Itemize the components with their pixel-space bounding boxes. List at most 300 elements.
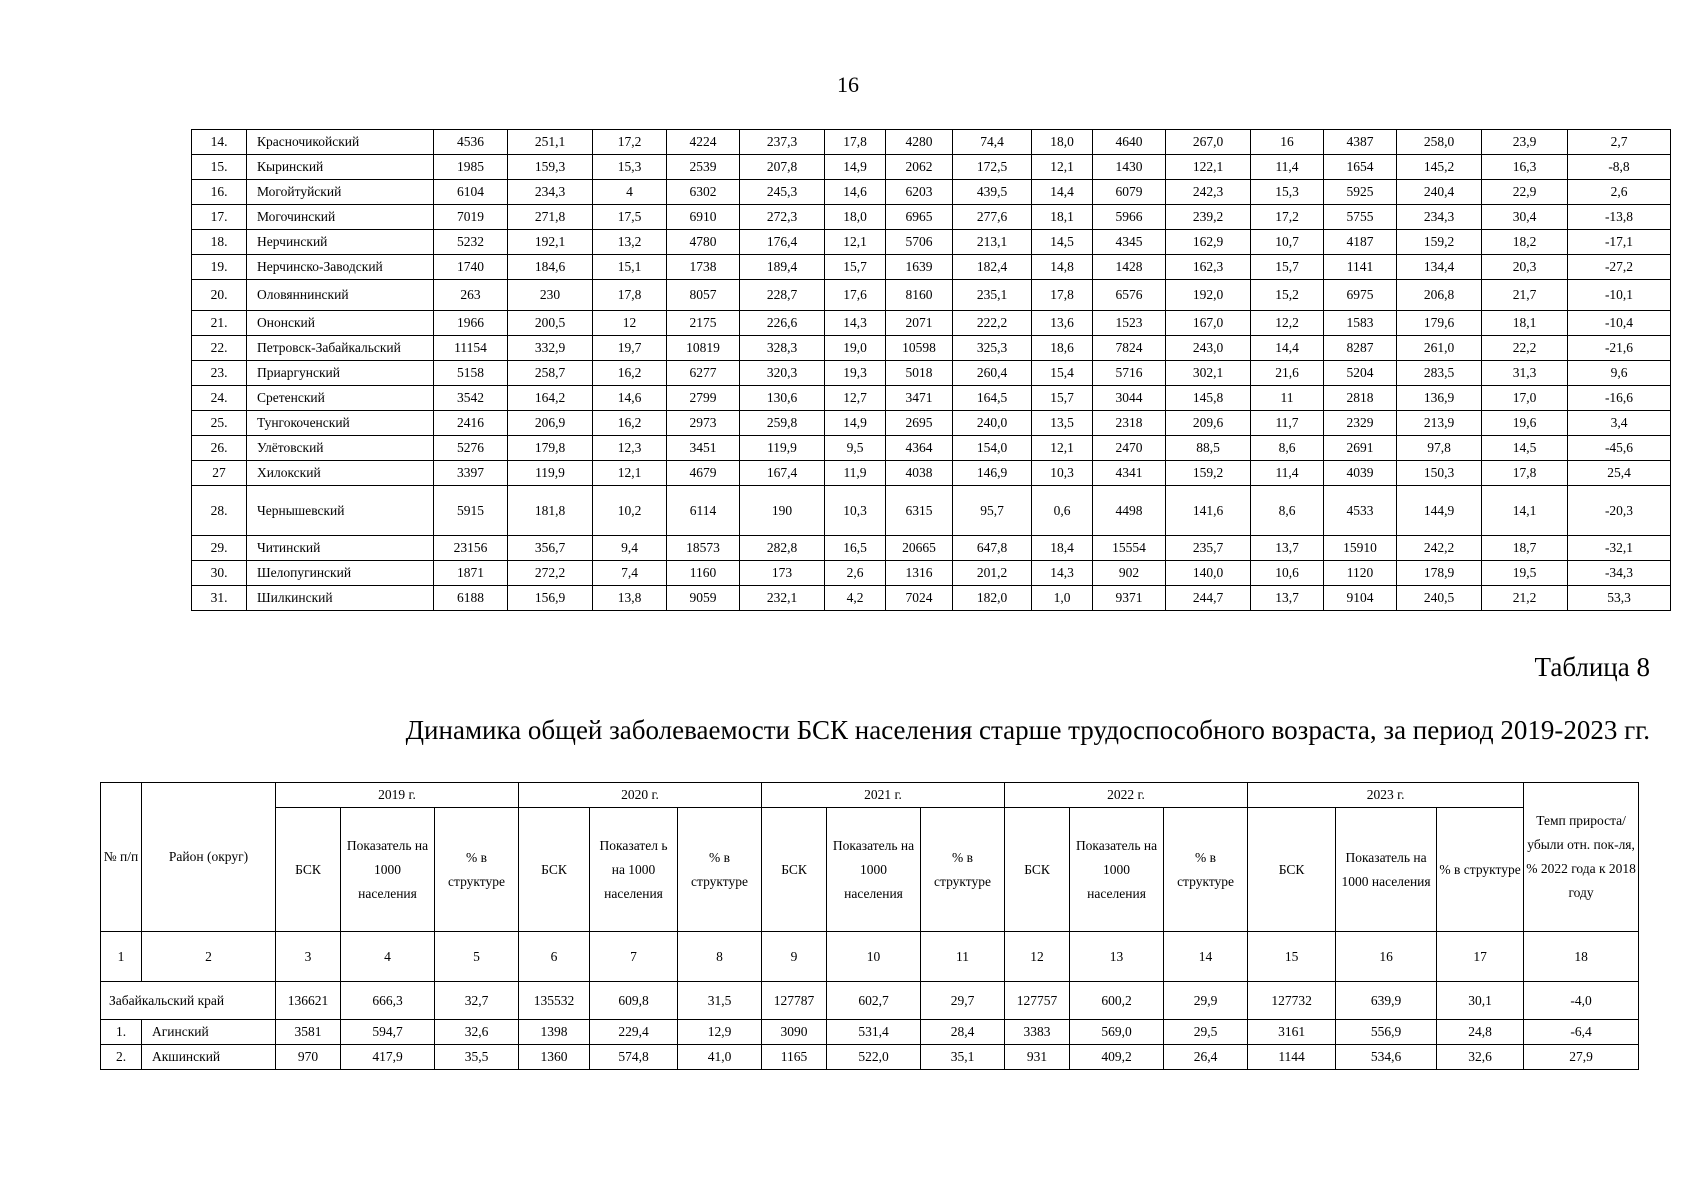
value-cell: 574,8: [590, 1045, 678, 1070]
value-cell: 164,2: [508, 386, 593, 411]
row-number-cell: 19.: [192, 255, 247, 280]
value-cell: 176,4: [740, 230, 825, 255]
value-cell: 135532: [519, 982, 590, 1020]
value-cell: 13,8: [593, 586, 667, 611]
header-share: % в структуре: [1437, 808, 1524, 932]
row-number-cell: 30.: [192, 561, 247, 586]
table-row: [101, 1020, 1639, 1045]
value-cell: 12,2: [1251, 311, 1324, 336]
value-cell: 2799: [667, 386, 740, 411]
value-cell: 609,8: [590, 982, 678, 1020]
value-cell: 4,2: [825, 586, 886, 611]
value-cell: 14,4: [1032, 180, 1093, 205]
value-cell: 1583: [1324, 311, 1397, 336]
value-cell: 4640: [1093, 130, 1166, 155]
value-cell: 162,3: [1166, 255, 1251, 280]
value-cell: 3451: [667, 436, 740, 461]
column-number-cell: 10: [827, 932, 921, 982]
value-cell: 53,3: [1568, 586, 1671, 611]
value-cell: 3581: [276, 1020, 341, 1045]
value-cell: 179,6: [1397, 311, 1482, 336]
value-cell: 4780: [667, 230, 740, 255]
district-name-cell: Ононский: [247, 311, 434, 336]
value-cell: 556,9: [1336, 1020, 1437, 1045]
table-row: [192, 255, 1671, 280]
table-row: [192, 280, 1671, 311]
value-cell: 5925: [1324, 180, 1397, 205]
value-cell: 14,9: [825, 155, 886, 180]
value-cell: 181,8: [508, 486, 593, 536]
value-cell: 242,2: [1397, 536, 1482, 561]
row-number-cell: 25.: [192, 411, 247, 436]
value-cell: 4387: [1324, 130, 1397, 155]
value-cell: 13,2: [593, 230, 667, 255]
value-cell: 5204: [1324, 361, 1397, 386]
value-cell: 12,7: [825, 386, 886, 411]
value-cell: 145,8: [1166, 386, 1251, 411]
row-number-cell: 24.: [192, 386, 247, 411]
value-cell: 267,0: [1166, 130, 1251, 155]
table-row: [192, 561, 1671, 586]
value-cell: 12,1: [1032, 155, 1093, 180]
value-cell: 272,3: [740, 205, 825, 230]
value-cell: 302,1: [1166, 361, 1251, 386]
value-cell: 2062: [886, 155, 953, 180]
value-cell: 3090: [762, 1020, 827, 1045]
value-cell: 74,4: [953, 130, 1032, 155]
value-cell: 15,3: [593, 155, 667, 180]
value-cell: 9,4: [593, 536, 667, 561]
value-cell: 222,2: [953, 311, 1032, 336]
value-cell: 9,6: [1568, 361, 1671, 386]
value-cell: 13,6: [1032, 311, 1093, 336]
value-cell: 189,4: [740, 255, 825, 280]
header-indicator: Показател ь на 1000 населения: [590, 808, 678, 932]
table-row: [192, 230, 1671, 255]
value-cell: 6975: [1324, 280, 1397, 311]
value-cell: 17,2: [1251, 205, 1324, 230]
value-cell: 10598: [886, 336, 953, 361]
header-bsk: БСК: [762, 808, 827, 932]
value-cell: 190: [740, 486, 825, 536]
value-cell: 18,2: [1482, 230, 1568, 255]
value-cell: 182,0: [953, 586, 1032, 611]
value-cell: 1871: [434, 561, 508, 586]
value-cell: 1,0: [1032, 586, 1093, 611]
table-row: [192, 180, 1671, 205]
row-number-cell: 27: [192, 461, 247, 486]
column-number-cell: 13: [1070, 932, 1164, 982]
value-cell: 11: [1251, 386, 1324, 411]
row-number-cell: 20.: [192, 280, 247, 311]
value-cell: 5706: [886, 230, 953, 255]
table-row: [192, 411, 1671, 436]
value-cell: 5232: [434, 230, 508, 255]
column-number-cell: 12: [1005, 932, 1070, 982]
district-name-cell: Читинский: [247, 536, 434, 561]
value-cell: 4: [593, 180, 667, 205]
table-title: Динамика общей заболеваемости БСК населения старше трудоспособного возраста, за период 2019-2023 гг.: [405, 715, 1650, 745]
value-cell: 1523: [1093, 311, 1166, 336]
value-cell: 17,8: [1032, 280, 1093, 311]
value-cell: 1120: [1324, 561, 1397, 586]
district-name-cell: Могочинский: [247, 205, 434, 230]
value-cell: 207,8: [740, 155, 825, 180]
value-cell: 19,6: [1482, 411, 1568, 436]
column-number-cell: 2: [142, 932, 276, 982]
value-cell: 130,6: [740, 386, 825, 411]
value-cell: 119,9: [740, 436, 825, 461]
value-cell: 5755: [1324, 205, 1397, 230]
header-share: % в структуре: [921, 808, 1005, 932]
value-cell: 141,6: [1166, 486, 1251, 536]
value-cell: 320,3: [740, 361, 825, 386]
value-cell: 2175: [667, 311, 740, 336]
value-cell: 213,1: [953, 230, 1032, 255]
value-cell: 8,6: [1251, 486, 1324, 536]
value-cell: 19,3: [825, 361, 886, 386]
value-cell: 136,9: [1397, 386, 1482, 411]
value-cell: 282,8: [740, 536, 825, 561]
value-cell: 242,3: [1166, 180, 1251, 205]
row-number-cell: 15.: [192, 155, 247, 180]
header-year-2023: 2023 г.: [1248, 783, 1524, 808]
value-cell: 2329: [1324, 411, 1397, 436]
value-cell: 14,6: [593, 386, 667, 411]
header-share: % в структуре: [1164, 808, 1248, 932]
value-cell: 409,2: [1070, 1045, 1164, 1070]
value-cell: 172,5: [953, 155, 1032, 180]
row-number-cell: 26.: [192, 436, 247, 461]
value-cell: 144,9: [1397, 486, 1482, 536]
value-cell: 8160: [886, 280, 953, 311]
value-cell: -27,2: [1568, 255, 1671, 280]
value-cell: 22,9: [1482, 180, 1568, 205]
value-cell: 6114: [667, 486, 740, 536]
value-cell: 145,2: [1397, 155, 1482, 180]
value-cell: 7,4: [593, 561, 667, 586]
value-cell: 6910: [667, 205, 740, 230]
value-cell: 1654: [1324, 155, 1397, 180]
value-cell: 240,0: [953, 411, 1032, 436]
value-cell: 6188: [434, 586, 508, 611]
value-cell: 283,5: [1397, 361, 1482, 386]
value-cell: 12,1: [1032, 436, 1093, 461]
value-cell: 328,3: [740, 336, 825, 361]
region-total-row: [101, 982, 1639, 1020]
value-cell: 119,9: [508, 461, 593, 486]
value-cell: 3161: [1248, 1020, 1336, 1045]
value-cell: 140,0: [1166, 561, 1251, 586]
value-cell: 2318: [1093, 411, 1166, 436]
value-cell: 8287: [1324, 336, 1397, 361]
value-cell: 31,5: [678, 982, 762, 1020]
value-cell: 8057: [667, 280, 740, 311]
value-cell: 251,1: [508, 130, 593, 155]
value-cell: 1639: [886, 255, 953, 280]
value-cell: 2695: [886, 411, 953, 436]
value-cell: 14,3: [825, 311, 886, 336]
value-cell: 232,1: [740, 586, 825, 611]
table-row: [192, 536, 1671, 561]
value-cell: 263: [434, 280, 508, 311]
value-cell: 272,2: [508, 561, 593, 586]
column-number-cell: 9: [762, 932, 827, 982]
table-row: [192, 486, 1671, 536]
value-cell: -6,4: [1524, 1020, 1639, 1045]
value-cell: 17,5: [593, 205, 667, 230]
value-cell: 259,8: [740, 411, 825, 436]
value-cell: 18,0: [825, 205, 886, 230]
value-cell: 522,0: [827, 1045, 921, 1070]
table-row: [192, 155, 1671, 180]
value-cell: 18,1: [1482, 311, 1568, 336]
value-cell: 95,7: [953, 486, 1032, 536]
value-cell: 6203: [886, 180, 953, 205]
value-cell: 17,8: [1482, 461, 1568, 486]
table-row: [192, 130, 1671, 155]
header-indicator: Показатель на 1000 населения: [1336, 808, 1437, 932]
value-cell: 7019: [434, 205, 508, 230]
value-cell: 439,5: [953, 180, 1032, 205]
value-cell: 931: [1005, 1045, 1070, 1070]
value-cell: 356,7: [508, 536, 593, 561]
value-cell: 10,7: [1251, 230, 1324, 255]
value-cell: 6104: [434, 180, 508, 205]
value-cell: 184,6: [508, 255, 593, 280]
value-cell: 970: [276, 1045, 341, 1070]
district-name-cell: Акшинский: [142, 1045, 276, 1070]
district-name-cell: Улётовский: [247, 436, 434, 461]
value-cell: 167,4: [740, 461, 825, 486]
value-cell: 9,5: [825, 436, 886, 461]
district-name-cell: Могойтуйский: [247, 180, 434, 205]
value-cell: 237,3: [740, 130, 825, 155]
value-cell: 167,0: [1166, 311, 1251, 336]
row-number-cell: 31.: [192, 586, 247, 611]
value-cell: 23156: [434, 536, 508, 561]
value-cell: 240,4: [1397, 180, 1482, 205]
value-cell: 226,6: [740, 311, 825, 336]
value-cell: 29,7: [921, 982, 1005, 1020]
value-cell: 14,9: [825, 411, 886, 436]
row-number-cell: 28.: [192, 486, 247, 536]
value-cell: 12,3: [593, 436, 667, 461]
value-cell: 162,9: [1166, 230, 1251, 255]
value-cell: 244,7: [1166, 586, 1251, 611]
value-cell: 1966: [434, 311, 508, 336]
value-cell: 2,6: [1568, 180, 1671, 205]
table-row: [192, 205, 1671, 230]
value-cell: 235,1: [953, 280, 1032, 311]
value-cell: 15554: [1093, 536, 1166, 561]
value-cell: 1428: [1093, 255, 1166, 280]
value-cell: 4345: [1093, 230, 1166, 255]
value-cell: 10,3: [1032, 461, 1093, 486]
district-name-cell: Оловяннинский: [247, 280, 434, 311]
value-cell: 200,5: [508, 311, 593, 336]
column-number-cell: 11: [921, 932, 1005, 982]
header-district: Район (округ): [142, 783, 276, 932]
value-cell: 150,3: [1397, 461, 1482, 486]
value-cell: 136621: [276, 982, 341, 1020]
value-cell: -17,1: [1568, 230, 1671, 255]
value-cell: 531,4: [827, 1020, 921, 1045]
district-name-cell: Шилкинский: [247, 586, 434, 611]
value-cell: 164,5: [953, 386, 1032, 411]
value-cell: 18,0: [1032, 130, 1093, 155]
value-cell: 13,7: [1251, 586, 1324, 611]
value-cell: 19,7: [593, 336, 667, 361]
value-cell: 127732: [1248, 982, 1336, 1020]
value-cell: 15,7: [1032, 386, 1093, 411]
value-cell: 7024: [886, 586, 953, 611]
value-cell: 122,1: [1166, 155, 1251, 180]
value-cell: 602,7: [827, 982, 921, 1020]
value-cell: -45,6: [1568, 436, 1671, 461]
column-number-cell: 5: [435, 932, 519, 982]
value-cell: 31,3: [1482, 361, 1568, 386]
value-cell: 14,5: [1032, 230, 1093, 255]
value-cell: 2071: [886, 311, 953, 336]
value-cell: 0,6: [1032, 486, 1093, 536]
value-cell: 179,8: [508, 436, 593, 461]
value-cell: 209,6: [1166, 411, 1251, 436]
header-year-2022: 2022 г.: [1005, 783, 1248, 808]
value-cell: 13,7: [1251, 536, 1324, 561]
value-cell: -13,8: [1568, 205, 1671, 230]
value-cell: 9371: [1093, 586, 1166, 611]
value-cell: 3397: [434, 461, 508, 486]
column-number-cell: 7: [590, 932, 678, 982]
table-row: [192, 311, 1671, 336]
value-cell: 15,1: [593, 255, 667, 280]
value-cell: 134,4: [1397, 255, 1482, 280]
value-cell: 3044: [1093, 386, 1166, 411]
district-name-cell: Петровск-Забайкальский: [247, 336, 434, 361]
value-cell: 41,0: [678, 1045, 762, 1070]
value-cell: 213,9: [1397, 411, 1482, 436]
column-number-cell: 17: [1437, 932, 1524, 982]
value-cell: 35,1: [921, 1045, 1005, 1070]
value-cell: 4341: [1093, 461, 1166, 486]
value-cell: 277,6: [953, 205, 1032, 230]
header-year-2021: 2021 г.: [762, 783, 1005, 808]
value-cell: 23,9: [1482, 130, 1568, 155]
value-cell: 417,9: [341, 1045, 435, 1070]
value-cell: 5018: [886, 361, 953, 386]
value-cell: 4364: [886, 436, 953, 461]
value-cell: 20,3: [1482, 255, 1568, 280]
value-cell: 206,8: [1397, 280, 1482, 311]
value-cell: 14,6: [825, 180, 886, 205]
value-cell: 2539: [667, 155, 740, 180]
column-number-cell: 8: [678, 932, 762, 982]
value-cell: 17,8: [825, 130, 886, 155]
header-indicator: Показатель на 1000 населения: [341, 808, 435, 932]
value-cell: 206,9: [508, 411, 593, 436]
value-cell: 1740: [434, 255, 508, 280]
value-cell: 201,2: [953, 561, 1032, 586]
value-cell: 29,5: [1164, 1020, 1248, 1045]
value-cell: 239,2: [1166, 205, 1251, 230]
header-share: % в структуре: [678, 808, 762, 932]
value-cell: 12,9: [678, 1020, 762, 1045]
value-cell: 9059: [667, 586, 740, 611]
value-cell: 173: [740, 561, 825, 586]
value-cell: 4533: [1324, 486, 1397, 536]
value-cell: 178,9: [1397, 561, 1482, 586]
value-cell: 271,8: [508, 205, 593, 230]
district-name-cell: Красночикойский: [247, 130, 434, 155]
row-number-cell: 18.: [192, 230, 247, 255]
value-cell: 18,7: [1482, 536, 1568, 561]
value-cell: 534,6: [1336, 1045, 1437, 1070]
row-number-cell: 17.: [192, 205, 247, 230]
table-row: [192, 461, 1671, 486]
row-number-cell: 29.: [192, 536, 247, 561]
value-cell: 192,1: [508, 230, 593, 255]
table-row: [192, 586, 1671, 611]
value-cell: 3,4: [1568, 411, 1671, 436]
value-cell: 192,0: [1166, 280, 1251, 311]
value-cell: 258,7: [508, 361, 593, 386]
value-cell: 1985: [434, 155, 508, 180]
value-cell: 97,8: [1397, 436, 1482, 461]
header-year-2020: 2020 г.: [519, 783, 762, 808]
value-cell: 146,9: [953, 461, 1032, 486]
value-cell: 4224: [667, 130, 740, 155]
value-cell: 14,4: [1251, 336, 1324, 361]
value-cell: 5966: [1093, 205, 1166, 230]
value-cell: 14,3: [1032, 561, 1093, 586]
value-cell: 12: [593, 311, 667, 336]
value-cell: 159,2: [1397, 230, 1482, 255]
column-number-cell: 14: [1164, 932, 1248, 982]
value-cell: 569,0: [1070, 1020, 1164, 1045]
value-cell: 17,2: [593, 130, 667, 155]
value-cell: 1144: [1248, 1045, 1336, 1070]
value-cell: 18,4: [1032, 536, 1093, 561]
value-cell: 1738: [667, 255, 740, 280]
row-number-cell: 1.: [101, 1020, 142, 1045]
value-cell: 17,0: [1482, 386, 1568, 411]
value-cell: 6302: [667, 180, 740, 205]
header-bsk: БСК: [1248, 808, 1336, 932]
value-cell: 17,6: [825, 280, 886, 311]
value-cell: 14,8: [1032, 255, 1093, 280]
value-cell: 26,4: [1164, 1045, 1248, 1070]
value-cell: 4038: [886, 461, 953, 486]
value-cell: 24,8: [1437, 1020, 1524, 1045]
region-name-cell: Забайкальский край: [101, 982, 276, 1020]
value-cell: 30,1: [1437, 982, 1524, 1020]
value-cell: 182,4: [953, 255, 1032, 280]
value-cell: 22,2: [1482, 336, 1568, 361]
value-cell: 240,5: [1397, 586, 1482, 611]
district-name-cell: Агинский: [142, 1020, 276, 1045]
header-growth: Темп прироста/ убыли отн. пок-ля, % 2022 года к 2018 году: [1524, 783, 1639, 932]
value-cell: 332,9: [508, 336, 593, 361]
district-name-cell: Шелопугинский: [247, 561, 434, 586]
value-cell: 32,6: [435, 1020, 519, 1045]
row-number-cell: 2.: [101, 1045, 142, 1070]
value-cell: 1360: [519, 1045, 590, 1070]
value-cell: 6079: [1093, 180, 1166, 205]
value-cell: 127787: [762, 982, 827, 1020]
value-cell: 32,7: [435, 982, 519, 1020]
header-share: % в структуре: [435, 808, 519, 932]
